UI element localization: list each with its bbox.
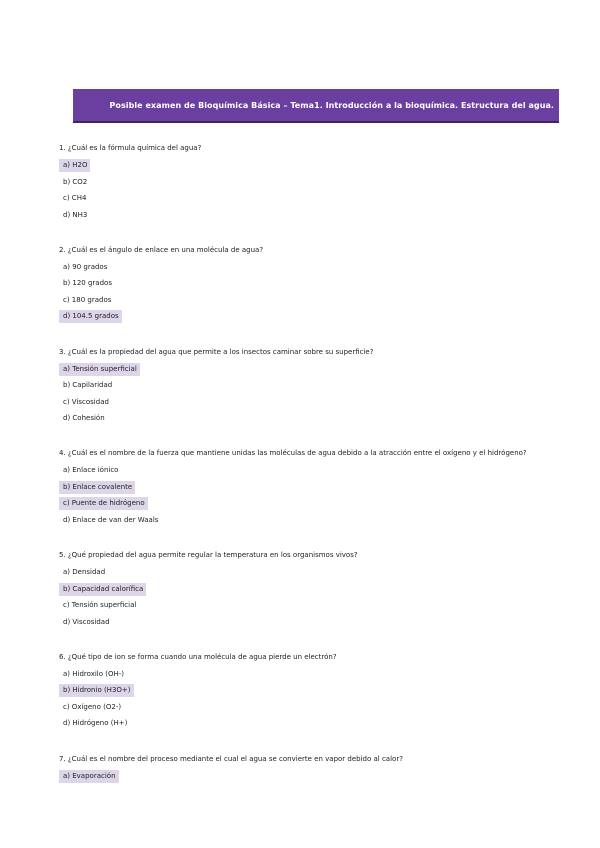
option-label: d) NH3 [63,210,88,219]
option-b[interactable] [59,174,579,191]
option-label: c) Puente de hidrógeno [59,497,148,510]
option-label: c) 180 grados [63,295,112,304]
option-label: c) Oxígeno (O2-) [63,702,122,711]
option-c[interactable] [59,292,579,309]
option-label: d) Cohesión [63,414,105,423]
question-text: 5. ¿Qué propiedad del agua permite regular la temperatura en los organismos vivos? [59,551,358,560]
option-b[interactable] [59,682,579,699]
question-6 [59,649,579,732]
question-text: 2. ¿Cuál es el ángulo de enlace en una molécula de agua? [59,245,264,254]
option-label: c) Viscosidad [63,397,109,406]
option-a[interactable] [59,564,579,581]
option-label: a) 90 grados [63,262,108,271]
question-5 [59,547,579,630]
question-1 [59,140,579,223]
option-c[interactable] [59,495,579,512]
option-c[interactable] [59,597,579,614]
question-list [59,140,579,803]
option-b[interactable] [59,479,579,496]
option-d[interactable] [59,207,579,224]
option-d[interactable] [59,715,579,732]
option-label: a) Enlace iónico [63,466,119,475]
question-text: 4. ¿Cuál es el nombre de la fuerza que mantiene unidas las moléculas de agua debido a la atracción entre el oxígeno y el hidrógeno? [59,449,527,458]
option-label: c) Tensión superficial [63,601,137,610]
option-c[interactable] [59,394,579,411]
option-label: d) 104.5 grados [59,310,122,323]
option-d[interactable] [59,410,579,427]
option-a[interactable] [59,768,579,785]
option-d[interactable] [59,308,579,325]
option-c[interactable] [59,699,579,716]
option-a[interactable] [59,462,579,479]
question-2 [59,242,579,325]
option-c[interactable] [59,190,579,207]
option-d[interactable] [59,512,579,529]
option-label: d) Hidrógeno (H+) [63,719,128,728]
question-text: 3. ¿Cuál es la propiedad del agua que permite a los insectos caminar sobre su superficie? [59,347,374,356]
option-label: a) Hidroxilo (OH-) [63,669,124,678]
document-title: Posible examen de Bioquímica Básica – Tema1. Introducción a la bioquímica. Estructura del agua. [109,100,554,110]
option-a[interactable] [59,259,579,276]
question-7 [59,751,579,785]
option-b[interactable] [59,581,579,598]
option-label: b) Capilaridad [63,381,113,390]
question-text: 1. ¿Cuál es la fórmula química del agua? [59,144,202,152]
option-a[interactable] [59,157,579,174]
option-label: b) 120 grados [63,279,112,288]
option-label: b) Enlace covalente [59,481,135,494]
option-label: d) Viscosidad [63,617,110,626]
option-label: b) CO2 [63,177,88,186]
option-label: c) CH4 [63,194,87,202]
option-b[interactable] [59,275,579,292]
option-label: a) Evaporación [59,770,119,783]
option-b[interactable] [59,377,579,394]
option-label: a) H2O [59,159,90,172]
option-label: d) Enlace de van der Waals [63,515,159,524]
question-text: 6. ¿Qué tipo de ion se forma cuando una molécula de agua pierde un electrón? [59,652,337,661]
option-label: a) Tensión superficial [59,363,140,376]
question-4 [59,445,579,528]
question-text: 7. ¿Cuál es el nombre del proceso mediante el cual el agua se convierte en vapor debido al calor? [59,754,403,763]
option-a[interactable] [59,361,579,378]
option-label: b) Hidronio (H3O+) [59,684,134,697]
title-banner [73,89,559,123]
option-label: a) Densidad [63,568,106,577]
option-d[interactable] [59,614,579,631]
option-label: b) Capacidad calorífica [59,583,146,596]
question-3 [59,344,579,427]
option-a[interactable] [59,666,579,683]
